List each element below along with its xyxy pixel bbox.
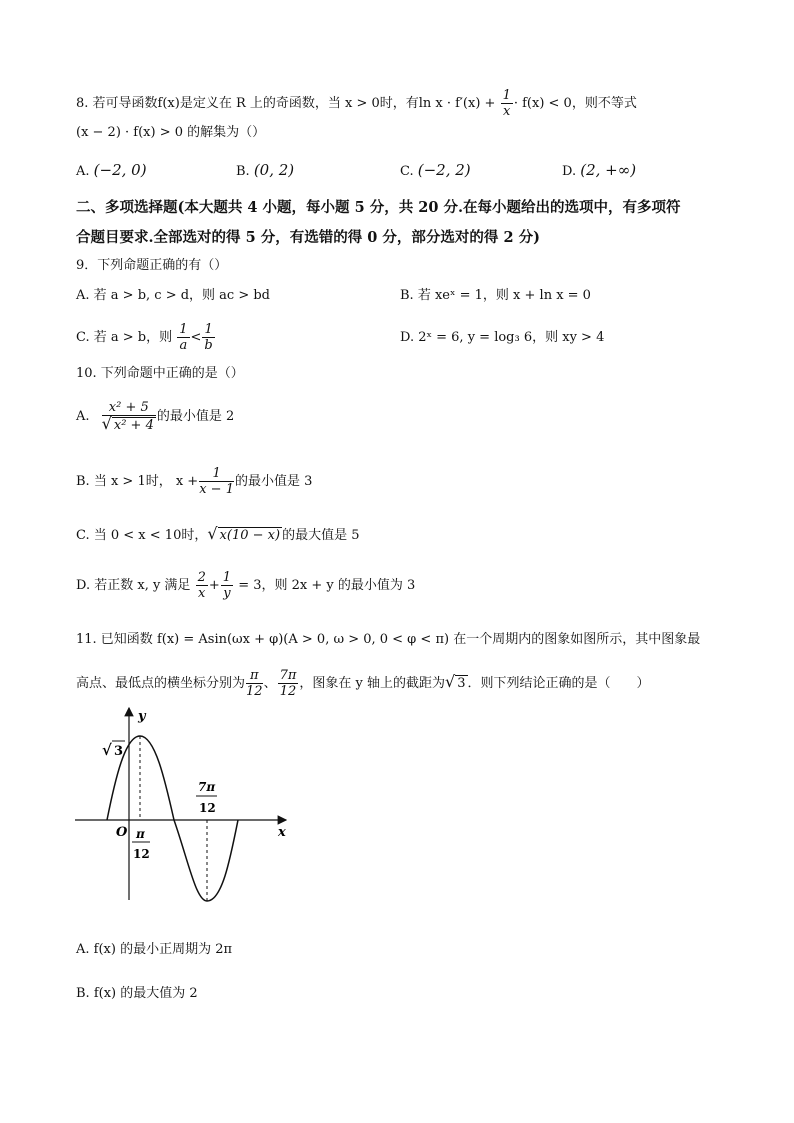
q8-option-b[interactable]: B. (0, 2) bbox=[236, 161, 295, 179]
q10-option-b[interactable]: B. 当 x > 1时， x + $\frac{1}{x - 1}$ 的最小值是 3 bbox=[76, 466, 313, 497]
q10-option-a[interactable]: A. $\frac{\text{x² + 5}}{\text{√ x² + 4}}$ 的最小值是 2 bbox=[76, 400, 235, 433]
pi12-num: π bbox=[136, 827, 145, 841]
q8-stem-line1: 8. 若可导函数f(x)是定义在 R 上的奇函数，当 x > 0时，有ln x · f′(x) + $\frac{1}{x}$ · f(x) < 0，则不等式 bbox=[76, 88, 637, 119]
q8-option-a[interactable]: A. (−2, 0) bbox=[76, 161, 147, 179]
q9-option-b[interactable]: B. 若 xeˣ = 1，则 x + ln x = 0 bbox=[400, 288, 591, 303]
q9-option-d[interactable]: D. 2ˣ = 6, y = log₃ 6，则 xy > 4 bbox=[400, 330, 605, 345]
y-axis-label: y bbox=[138, 709, 146, 724]
pi12-den: 12 bbox=[133, 847, 150, 861]
section2-heading-line1: 二、多项选择题(本大题共 4 小题，每小题 5 分，共 20 分.在每小题给出的选项中，有多项符 bbox=[76, 199, 681, 216]
q8-option-d[interactable]: D. (2, +∞) bbox=[562, 161, 637, 179]
sqrt3-label: 3 bbox=[114, 744, 124, 759]
q8-option-c[interactable]: C. (−2, 2) bbox=[400, 161, 471, 179]
x-axis-label: x bbox=[278, 825, 286, 840]
q11-option-a[interactable]: A. f(x) 的最小正周期为 2π bbox=[76, 942, 233, 957]
seven-pi12-num: 7π bbox=[198, 780, 216, 794]
q8-stem-line2: (x − 2) · f(x) > 0 的解集为（） bbox=[76, 125, 266, 140]
q11-stem-line1: 11. 已知函数 f(x) = Asin(ωx + φ)(A > 0, ω > 0, 0 < φ < π) 在一个周期内的图象如图所示，其中图象最 bbox=[76, 632, 701, 647]
sine-curve bbox=[107, 736, 238, 901]
origin-label: O bbox=[116, 825, 128, 840]
q11-option-b[interactable]: B. f(x) 的最大值为 2 bbox=[76, 986, 198, 1001]
q9-option-a[interactable]: A. 若 a > b, c > d，则 ac > bd bbox=[76, 288, 271, 303]
q10-option-c[interactable]: C. 当 0 < x < 10时，√ x(10 − x) 的最大值是 5 bbox=[76, 524, 360, 543]
sqrt-symbol: √ bbox=[102, 741, 112, 759]
q11-stem-line2: 高点、最低点的横坐标分别为 $\frac{\pi}{12}$ 、 $\frac{7\pi}{12}$ ，图象在 y 轴上的截距为√ 3 ．则下列结论正确的是（ ） bbox=[76, 668, 650, 699]
q10-stem: 10. 下列命题中正确的是（） bbox=[76, 366, 244, 381]
seven-pi12-den: 12 bbox=[199, 801, 216, 815]
sine-graph bbox=[70, 700, 300, 915]
q8-fraction: $\frac{1}{x}$ bbox=[502, 88, 511, 119]
section2-heading-line2: 合题目要求.全部选对的得 5 分，有选错的得 0 分，部分选对的得 2 分) bbox=[76, 229, 540, 246]
q9-option-c[interactable]: C. 若 a > b，则 $\frac{1}{a}$ < $\frac{1}{b}$ bbox=[76, 322, 213, 353]
q9-stem: 9．下列命题正确的有（） bbox=[76, 258, 228, 273]
q10-option-d[interactable]: D. 若正数 x, y 满足 $\frac{2}{x}$ + $\frac{1}{y}$ = 3，则 2x + y 的最小值为 3 bbox=[76, 570, 416, 601]
